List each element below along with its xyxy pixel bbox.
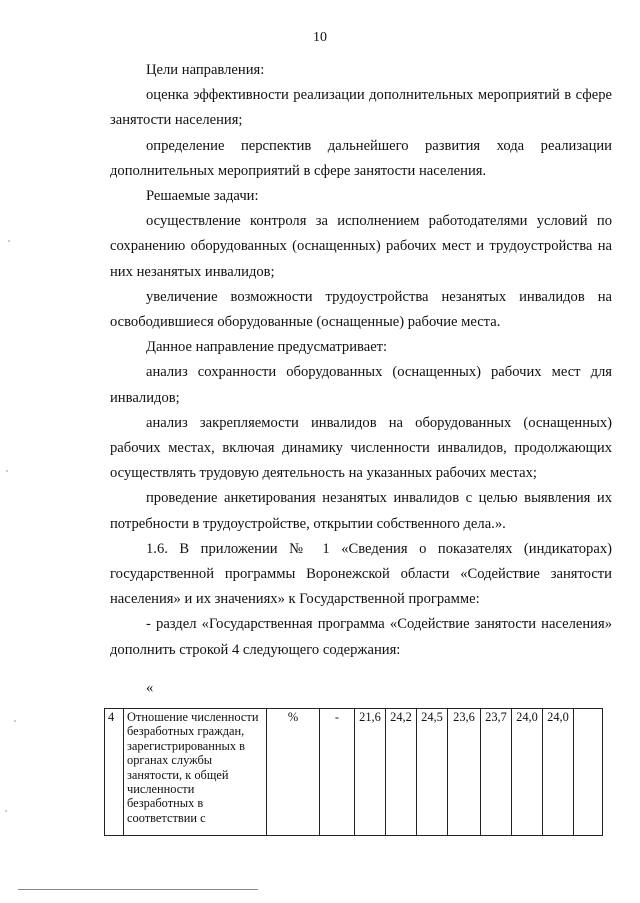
body-text: [110, 58, 612, 663]
paragraph-tasks-heading: Решаемые задачи:: [146, 188, 259, 205]
value-cell: [574, 709, 603, 836]
indicator-name-cell: Отношение численности безработных граждан, зарегистрированных в органах службы занятости, к общей численности безработных в соответствии с: [124, 709, 267, 836]
unit-cell: %: [267, 709, 320, 836]
page-number: 10: [313, 30, 327, 45]
value-cell: -: [320, 709, 355, 836]
paragraph-provision-2: анализ закрепляемости инвалидов на оборудованных (оснащенных) рабочих местах, включая динамику численности инвалидов, продолжающих осуществлять трудовую деятельность на указанных рабочих местах;: [110, 414, 612, 482]
footer-rule: [18, 889, 258, 890]
paragraph-provision-3: проведение анкетирования незанятых инвалидов с целью выявления их потребности в трудоустройстве, открытии собственного дела.».: [110, 490, 612, 532]
paragraph-section-addition: - раздел «Государственная программа «Содействие занятости населения» дополнить строкой 4 следующего содержания:: [110, 616, 612, 658]
scan-speck: [8, 240, 10, 242]
row-number-cell: 4: [105, 709, 124, 836]
indicator-table: [104, 708, 603, 836]
opening-quote: «: [146, 680, 154, 696]
paragraph-goal-1: оценка эффективности реализации дополнительных мероприятий в сфере занятости населения;: [110, 87, 612, 129]
value-cell: 23,7: [481, 709, 512, 836]
paragraph-clause-1-6: 1.6. В приложении № 1 «Сведения о показателях (индикаторах) государственной программы Воронежской области «Содействие занятости населения» и их значениях» к Государственной программе:: [110, 540, 612, 608]
paragraph-provides-heading: Данное направление предусматривает:: [146, 339, 388, 356]
value-cell: 23,6: [448, 709, 481, 836]
paragraph-provision-1: анализ сохранности оборудованных (оснащенных) рабочих мест для инвалидов;: [110, 364, 612, 406]
scan-speck: [14, 720, 16, 722]
value-cell: 24,2: [386, 709, 417, 836]
value-cell: 24,0: [512, 709, 543, 836]
paragraph-goal-2: определение перспектив дальнейшего развития хода реализации дополнительных мероприятий в сфере занятости населения.: [110, 137, 612, 179]
scan-speck: [6, 470, 8, 472]
value-cell: 21,6: [355, 709, 386, 836]
table-row: [105, 709, 603, 836]
value-cell: 24,0: [543, 709, 574, 836]
paragraph-goals-heading: Цели направления:: [146, 62, 265, 78]
paragraph-task-2: увеличение возможности трудоустройства незанятых инвалидов на освободившиеся оборудованные (оснащенные) рабочие места.: [110, 288, 612, 331]
scan-speck: [5, 810, 7, 812]
value-cell: 24,5: [417, 709, 448, 836]
paragraph-task-1: осуществление контроля за исполнением работодателями условий по сохранению оборудованных (оснащенных) рабочих мест и трудоустройства на них незанятых инвалидов;: [110, 213, 612, 280]
